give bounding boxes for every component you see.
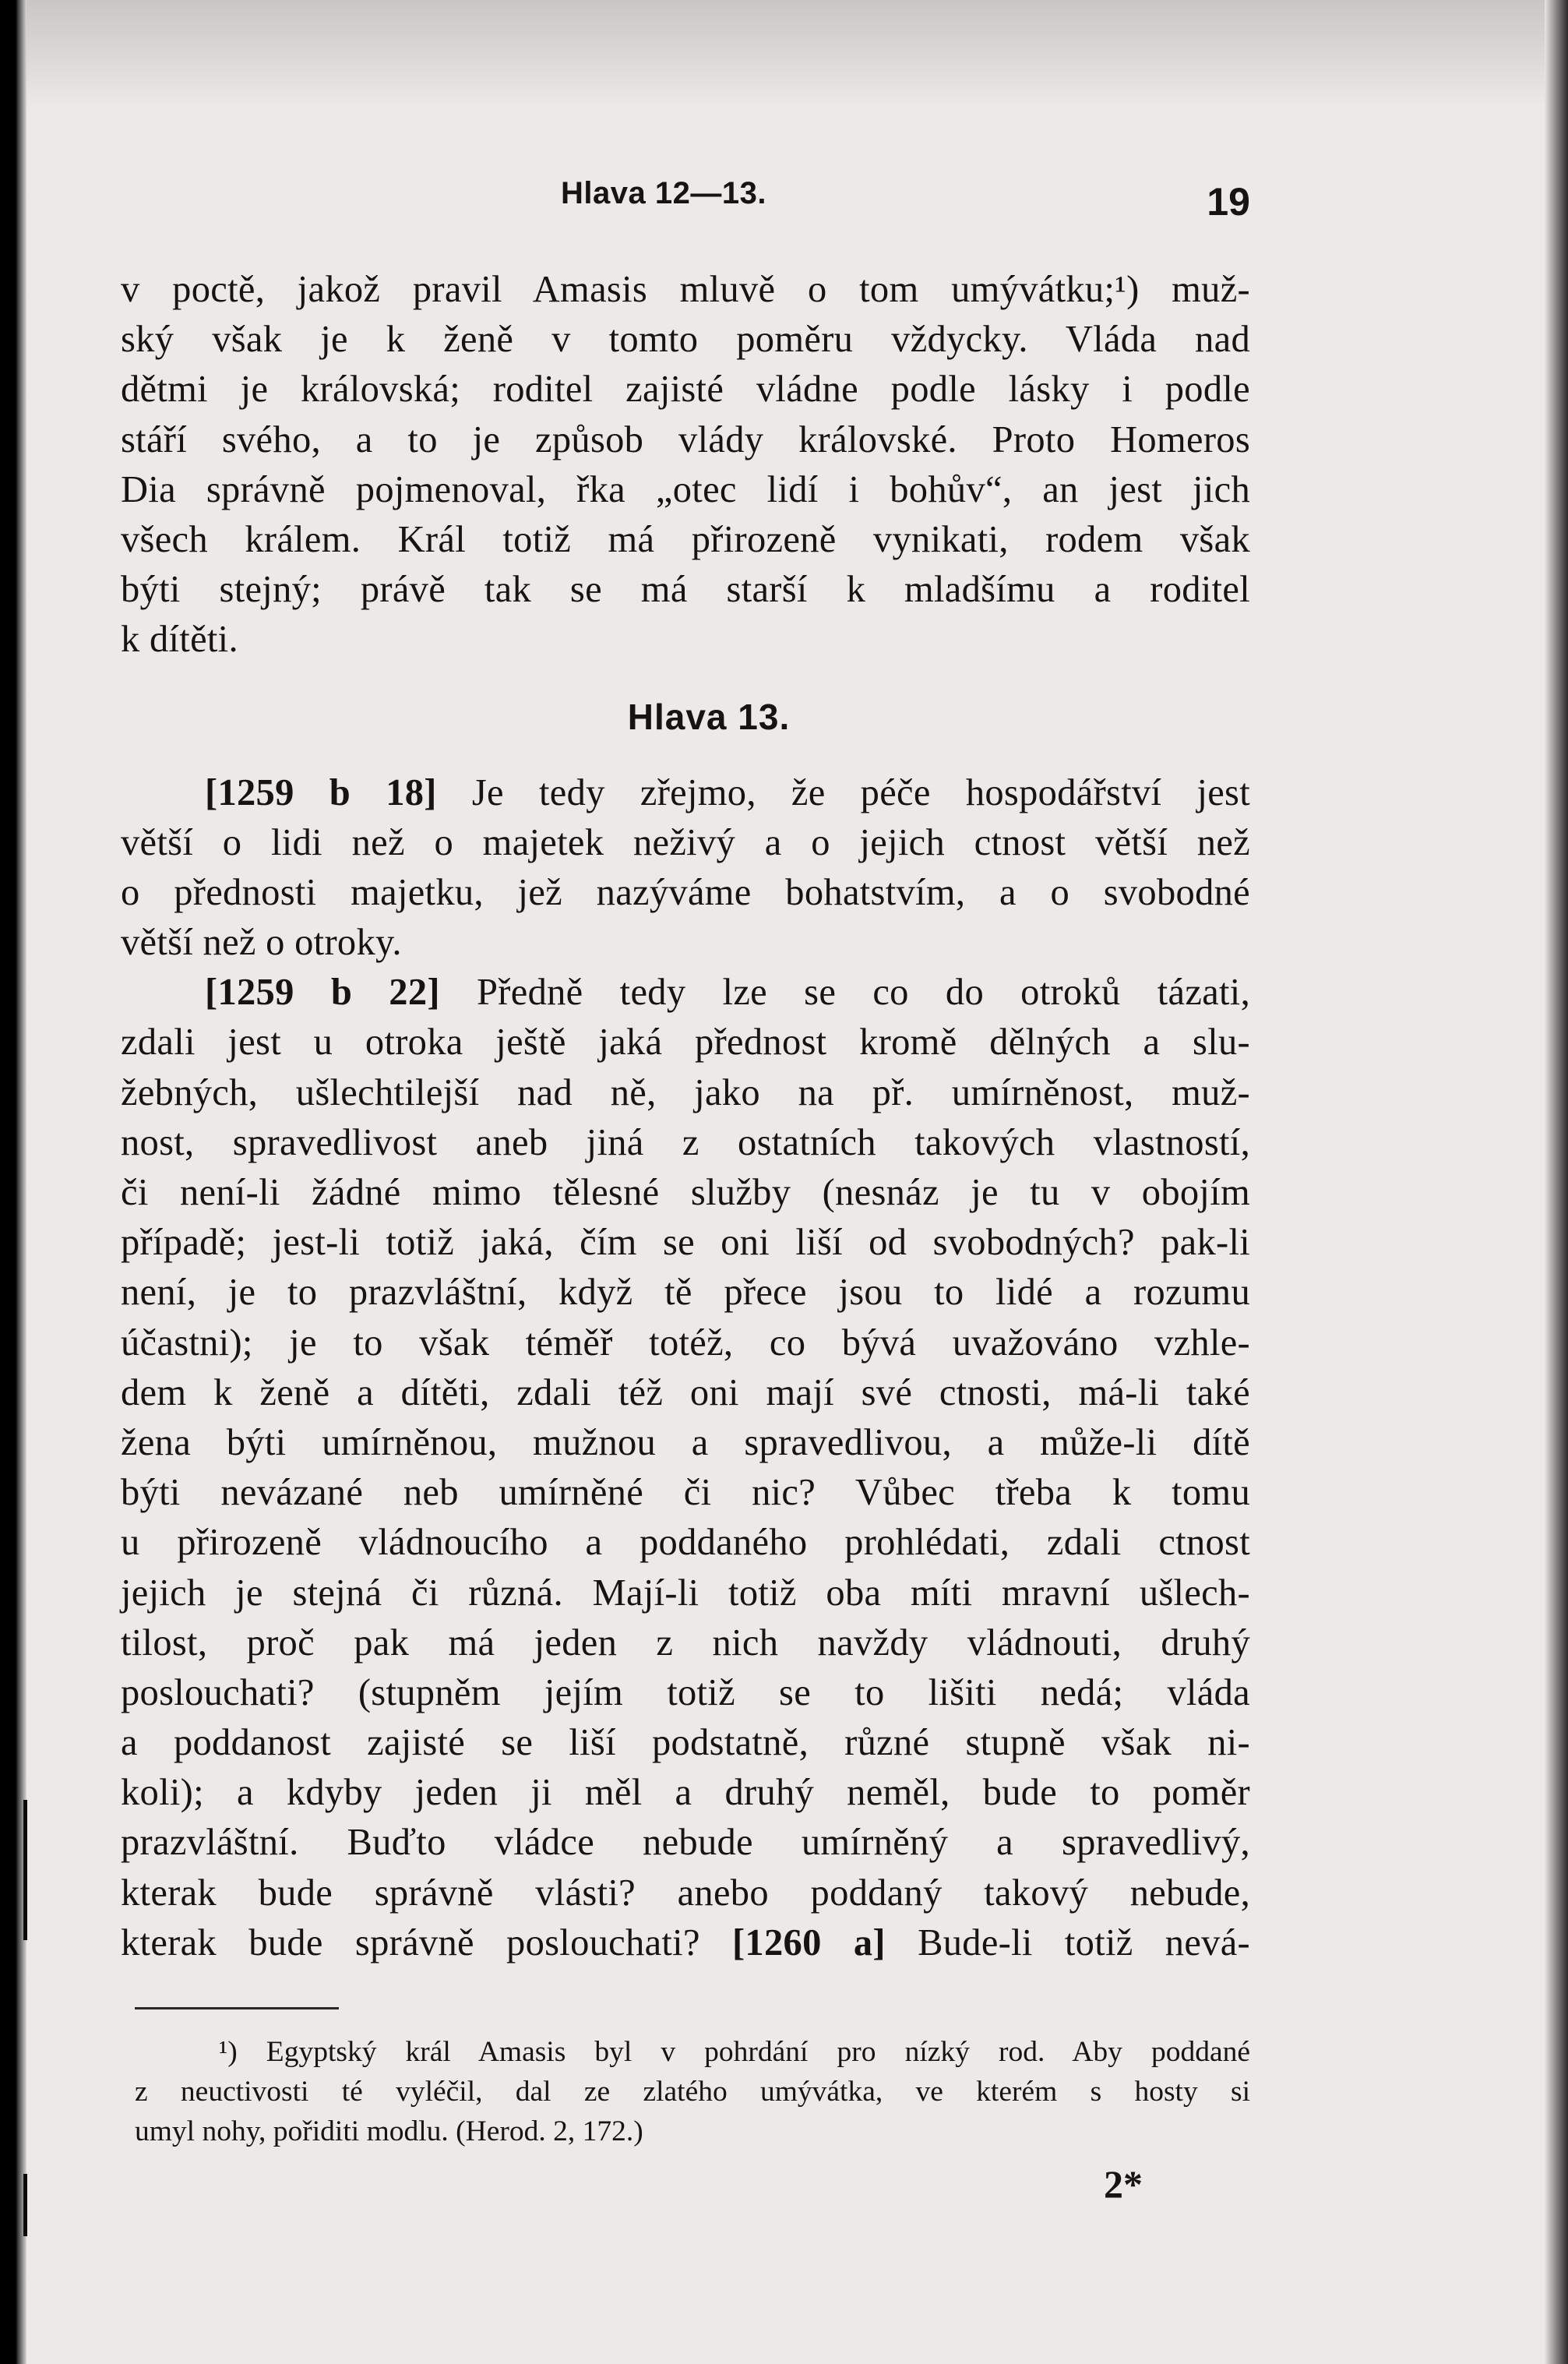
section-heading: Hlava 13. — [627, 696, 791, 737]
text-line: účastni); je to však téměř totéž, co bývá uvažováno vzhle- — [121, 1321, 1250, 1364]
text-line: v poctě, jakož pravil Amasis mluvě o tom umývátku;¹) muž- — [121, 269, 1250, 310]
text-line: poslouchati? (stupněm jejím totiž se to lišiti nedá; vláda — [121, 1671, 1250, 1713]
footnote-divider — [135, 2007, 339, 2009]
text-line: koli); a kdyby jeden ji měl a druhý neměl, bude to poměr — [121, 1772, 1250, 1814]
text-line: kterak bude správně vlásti? anebo poddaný takový nebude, — [121, 1872, 1250, 1914]
footnote-line: umyl nohy, pořiditi modlu. (Herod. 2, 172.) — [135, 2115, 643, 2147]
footnote — [135, 2032, 1250, 2151]
scan-border-left — [0, 0, 26, 2364]
text-line: [1259 b 18] Je tedy zřejmo, že péče hospodářství jest — [205, 771, 1250, 813]
text-line: dětmi je královská; roditel zajisté vládne podle lásky i podle — [121, 369, 1250, 411]
text-line: zdali jest u otroka ještě jaká přednost kromě dělných a slu- — [121, 1021, 1250, 1064]
text-line: dem k ženě a dítěti, zdali též oni mají své ctnosti, má-li také — [121, 1371, 1250, 1413]
text-line: všech králem. Král totiž má přirozeně vynikati, rodem však — [121, 518, 1250, 560]
footnote-line: z neuctivosti té vyléčil, dal ze zlatého umývátka, ve kterém s hosty si — [135, 2076, 1250, 2108]
text-line: jejich je stejná či různá. Mají-li totiž oba míti mravní ušlech- — [121, 1572, 1250, 1614]
page-number: 19 — [1207, 180, 1250, 224]
bekker-reference: [1259 b 18] — [205, 771, 437, 813]
signature-mark: 2* — [1104, 2162, 1143, 2206]
bekker-reference: [1260 a] — [731, 1921, 886, 1964]
text-line: tilost, proč pak má jeden z nich navždy vládnouti, druhý — [121, 1621, 1250, 1664]
text-line: žena býti umírněnou, mužnou a spravedlivou, a může-li dítě — [121, 1421, 1250, 1463]
footnote-marker: ¹) — [219, 2036, 238, 2068]
text-line: není, je to prazvláštní, když tě přece jsou to lidé a rozumu — [121, 1272, 1250, 1314]
text-line: Dia správně pojmenoval, řka „otec lidí i bohův“, an jest jich — [121, 468, 1250, 510]
text-line: u přirozeně vládnoucího a poddaného prohlédati, zdali ctnost — [121, 1522, 1250, 1564]
text-line: nost, spravedlivost aneb jiná z ostatních takových vlastností, — [121, 1121, 1250, 1163]
footnote-line: ¹) Egyptský král Amasis byl v pohrdání pro nízký rod. Aby poddané — [219, 2036, 1250, 2068]
text-line: či není-li žádné mimo tělesné služby (nesnáz je tu v obojím — [121, 1172, 1250, 1213]
text-line: případě; jest-li totiž jaká, čím se oni liší od svobodných? pak-li — [121, 1222, 1250, 1264]
scan-mark-lower — [23, 2174, 27, 2236]
text-line: býti nevázané neb umírněné či nic? Vůbec třeba k tomu — [121, 1472, 1250, 1514]
text-line: o přednosti majetku, jež nazýváme bohatstvím, a o svobodné — [121, 871, 1250, 913]
text-line: k dítěti. — [121, 619, 238, 661]
scan-mark-upper — [23, 1800, 27, 1940]
paragraph-2 — [121, 768, 1250, 969]
text-line: býti stejný; právě tak se má starší k mladšímu a roditel — [121, 569, 1250, 611]
scan-border-right — [1545, 0, 1568, 2364]
bekker-reference: [1259 b 22] — [205, 972, 440, 1014]
paragraph-1 — [121, 265, 1250, 665]
book-page — [121, 0, 1250, 2364]
text-line: prazvláštní. Buďto vládce nebude umírněný a spravedlivý, — [121, 1822, 1250, 1864]
chapter-header: Hlava 12—13. — [561, 176, 766, 210]
running-head — [121, 176, 1250, 223]
text-line: ský však je k ženě v tomto poměru vždycky. Vláda nad — [121, 319, 1250, 361]
text-line: [1259 b 22] Předně tedy lze se co do otroků tázati, — [205, 972, 1251, 1014]
text-line: kterak bude správně poslouchati? [1260 a] Bude-li totiž nevá- — [121, 1921, 1250, 1964]
text-line: stáří svého, a to je způsob vlády královské. Proto Homeros — [121, 418, 1250, 460]
text-line: a poddanost zajisté se liší podstatně, různé stupně však ni- — [121, 1722, 1250, 1764]
text-line: žebných, ušlechtilejší nad ně, jako na př. umírněnost, muž- — [121, 1071, 1250, 1113]
text-line: větší o lidi než o majetek neživý a o jejich ctnost větší než — [121, 821, 1250, 863]
text-line: větší než o otroky. — [121, 922, 402, 964]
paragraph-3 — [121, 968, 1250, 1968]
body-text — [121, 265, 1250, 1968]
